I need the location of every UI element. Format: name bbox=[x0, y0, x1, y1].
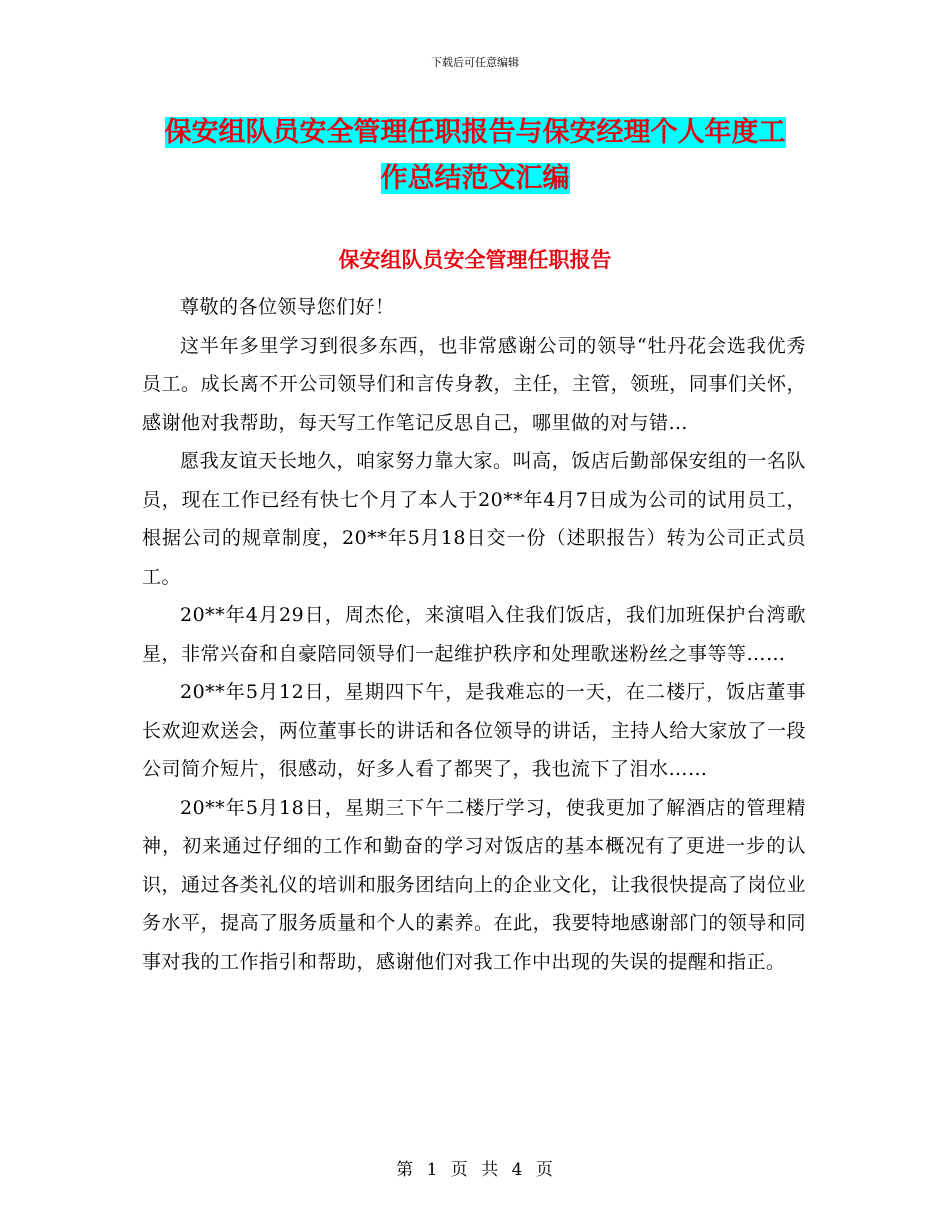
document-body bbox=[142, 288, 806, 981]
document-title-line-2: 作总结范文汇编 bbox=[380, 163, 570, 194]
paragraph: 这半年多里学习到很多东西，也非常感谢公司的领导“牡丹花会选我优秀员工。成长离不开公司领导们和言传身教，主任，主管，领班，同事们关怀，感谢他对我帮助，每天写工作笔记反思自己，哪里做的对与错… bbox=[142, 334, 806, 434]
header-note: 下载后可任意编辑 bbox=[431, 56, 519, 69]
paragraph: 20**年5月18日，星期三下午二楼厅学习，使我更加了解酒店的管理精神，初来通过仔细的工作和勤奋的学习对饭店的基本概况有了更进一步的认识，通过各类礼仪的培训和服务团结向上的企业文化，让我很快提高了岗位业务水平，提高了服务质量和个人的素养。在此，我要特地感谢部门的领导和同事对我的工作指引和帮助，感谢他们对我工作中出现的失误的提醒和指正。 bbox=[142, 796, 806, 973]
paragraph: 愿我友谊天长地久，咱家努力靠大家。叫高，饭店后勤部保安组的一名队员，现在工作已经有快七个月了本人于20**年4月7日成为公司的试用员工，根据公司的规章制度，20**年5月18日交一份（述职报告）转为公司正式员工。 bbox=[142, 450, 806, 588]
page-number: 第 1 页 共 4 页 bbox=[396, 1160, 554, 1180]
document-title bbox=[140, 110, 810, 202]
paragraph-greeting: 尊敬的各位领导您们好！ bbox=[180, 296, 395, 318]
document-title-line-1: 保安组队员安全管理任职报告与保安经理个人年度工 bbox=[164, 117, 786, 148]
paragraph: 20**年5月12日，星期四下午，是我难忘的一天，在二楼厅，饭店董事长欢迎欢送会，两位董事长的讲话和各位领导的讲话，主持人给大家放了一段公司简介短片，很感动，好多人看了都哭了，我也流下了泪水…… bbox=[142, 681, 806, 780]
section-title: 保安组队员安全管理任职报告 bbox=[338, 248, 612, 272]
paragraph: 20**年4月29日，周杰伦，来演唱入住我们饭店，我们加班保护台湾歌星，非常兴奋和自豪陪同领导们一起维护秩序和处理歌迷粉丝之事等等…… bbox=[142, 604, 806, 665]
